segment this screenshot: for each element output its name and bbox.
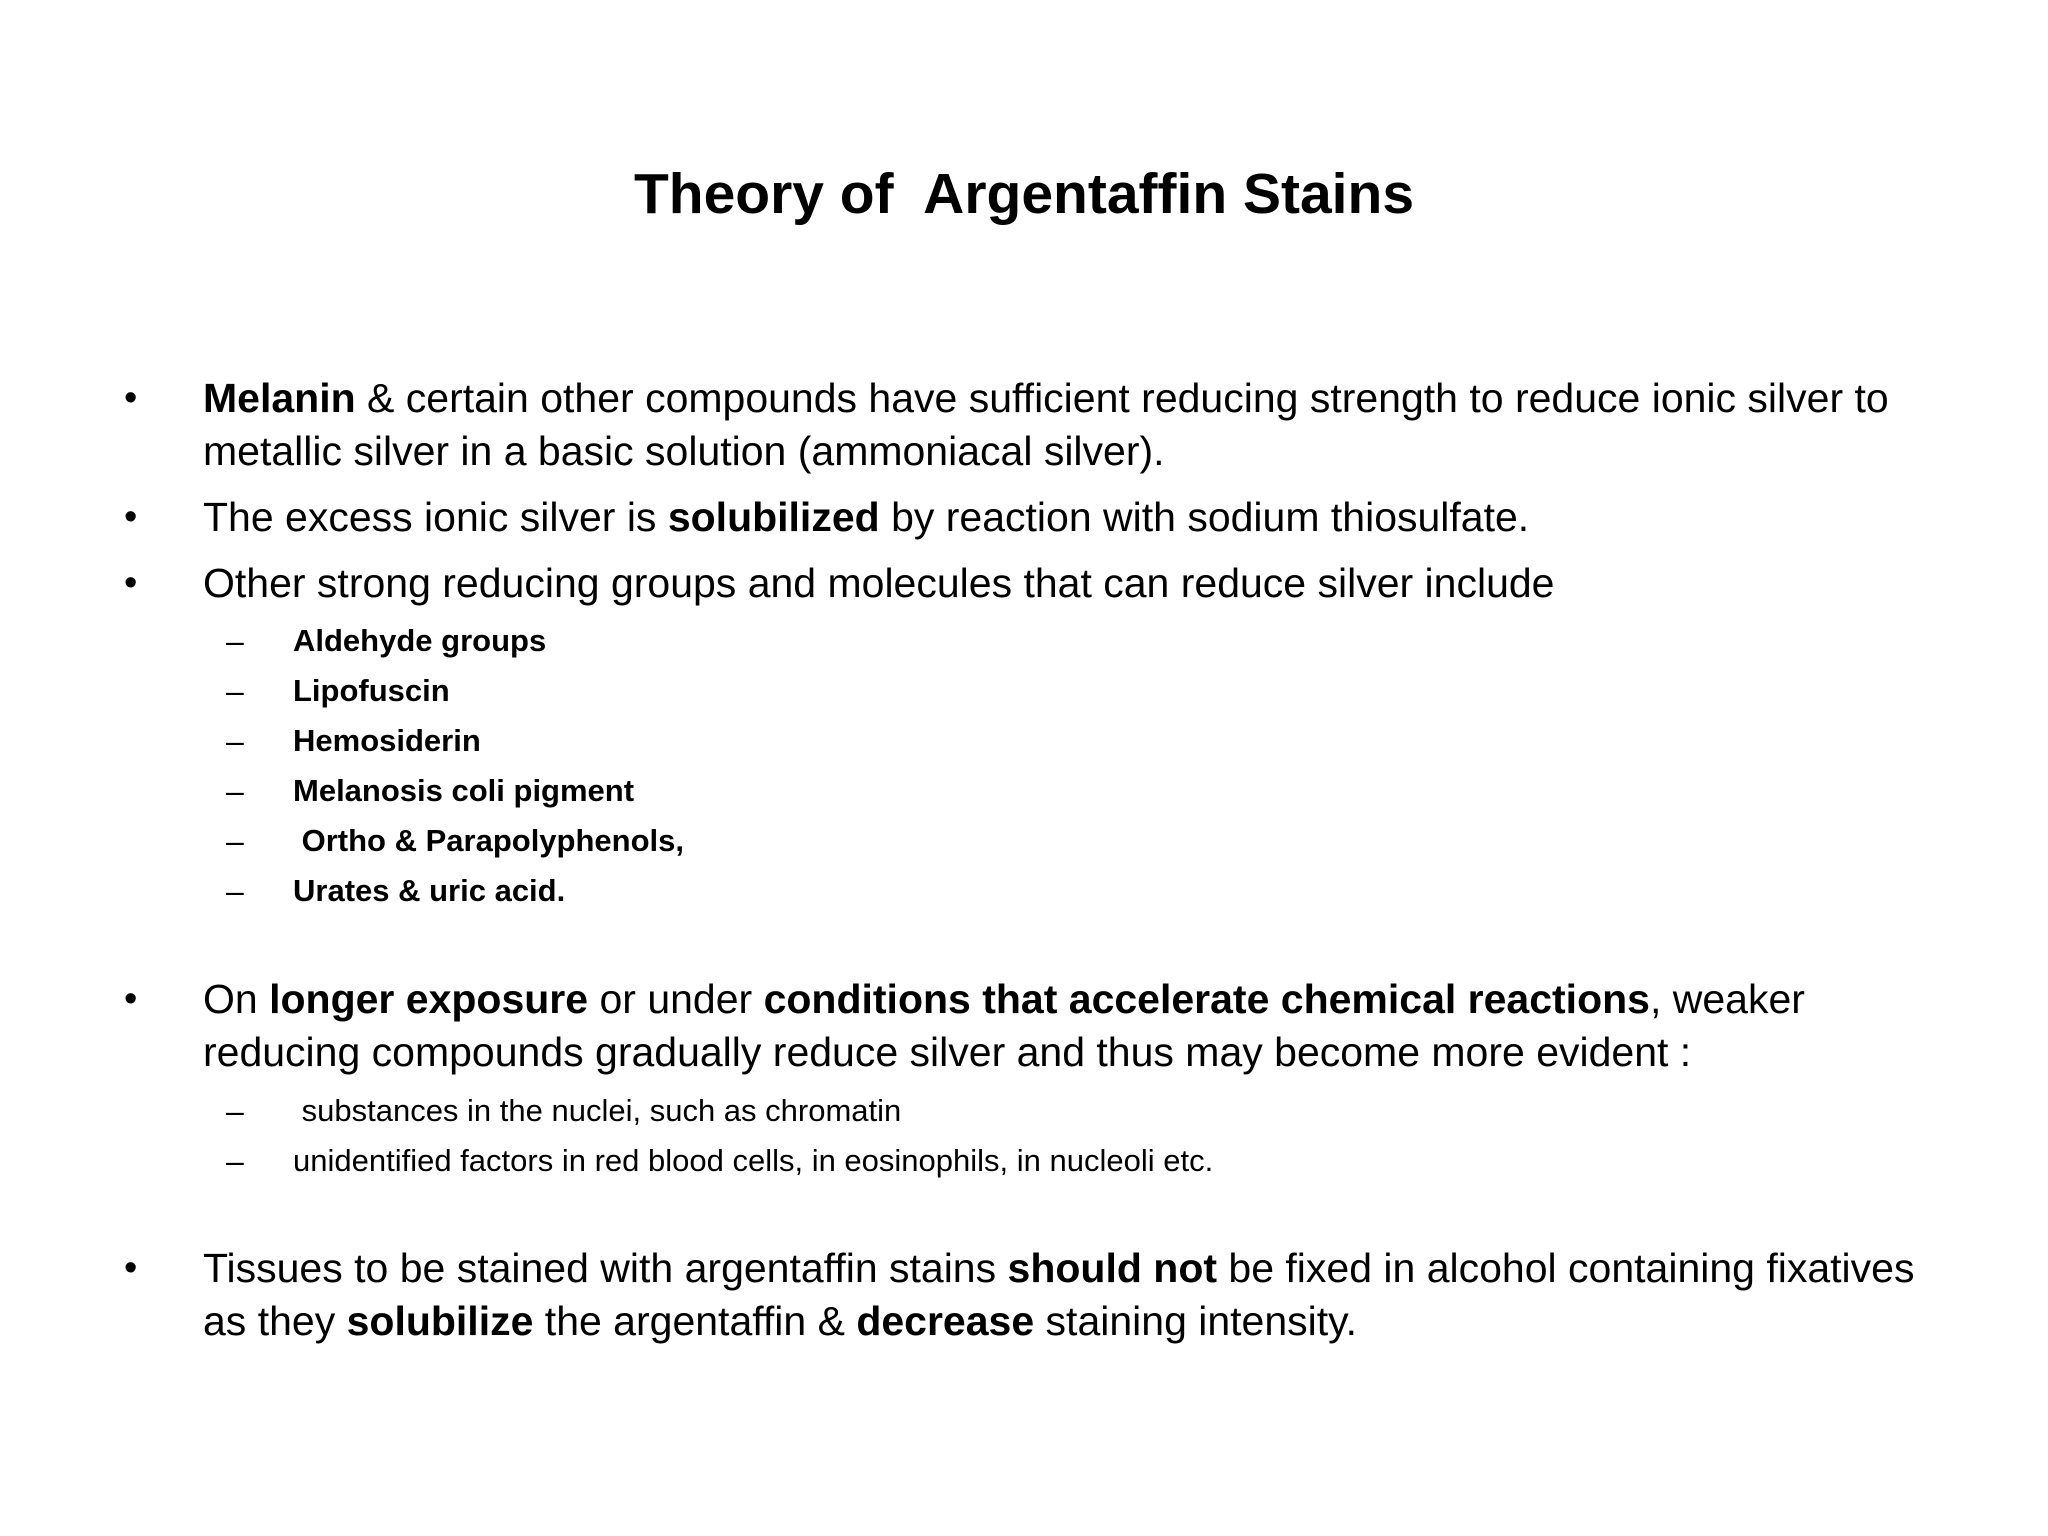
bullet-dot: • (124, 496, 138, 538)
sub-text: unidentified factors in red blood cells, in eosinophils, in nucleoli etc. (293, 1143, 1214, 1178)
sub-dash: – (226, 723, 244, 759)
bullet-text (203, 372, 1923, 478)
bullet-text-regular: On (203, 976, 270, 1022)
sub-dash: – (226, 873, 244, 909)
bullet-text-regular: & certain other compounds have sufficient reducing strength to reduce ionic silver to metallic silver in a basic solution (ammoniacal silver). (203, 375, 1889, 474)
sub-dash: – (226, 773, 244, 809)
bullet-text (203, 1242, 1923, 1348)
bullet-text (203, 491, 1923, 544)
sub-dash: – (226, 673, 244, 709)
bullet-text (203, 557, 1923, 610)
bullet-text-regular: Other strong reducing groups and molecules that can reduce silver include (203, 560, 1555, 606)
sub-dash: – (226, 623, 244, 659)
sub-dash: – (226, 1143, 244, 1179)
bullet-text-bold: decrease (856, 1298, 1035, 1344)
bullet-text-bold: solubilized (667, 494, 880, 540)
bullet-dot: • (124, 1247, 138, 1289)
slide-title: Theory of Argentaffin Stains (633, 162, 1415, 226)
bullet-text-regular: , weaker reducing compounds gradually reduce silver and thus may become more evident : (203, 976, 1805, 1075)
bullet-dot: • (124, 562, 138, 604)
bullet-dot: • (124, 978, 138, 1020)
sub-text: Ortho & Parapolyphenols, (293, 823, 684, 858)
bullet-text (203, 973, 1923, 1079)
sub-text: substances in the nuclei, such as chromatin (293, 1093, 902, 1128)
sub-dash: – (226, 823, 244, 859)
bullet-text-bold: Melanin (203, 375, 356, 421)
bullet-dot: • (124, 377, 138, 419)
bullet-text-regular: or under (588, 976, 764, 1022)
sub-text: Hemosiderin (293, 723, 481, 758)
bullet-text-regular: Tissues to be stained with argentaffin stains (203, 1245, 1008, 1291)
bullet-text-regular: be fixed in alcohol containing fixatives as they (203, 1245, 1915, 1344)
bullet-text-bold: solubilize (346, 1298, 534, 1344)
sub-text: Melanosis coli pigment (293, 773, 635, 808)
sub-dash: – (226, 1093, 244, 1129)
bullet-text-regular: staining intensity. (1034, 1298, 1358, 1344)
bullet-text-bold: conditions that accelerate chemical reactions (763, 976, 1650, 1022)
sub-text: Urates & uric acid. (293, 873, 566, 908)
sub-text: Aldehyde groups (293, 623, 547, 658)
bullet-text-bold: longer exposure (269, 976, 589, 1022)
bullet-text-regular: by reaction with sodium thiosulfate. (879, 494, 1530, 540)
sub-text: Lipofuscin (293, 673, 450, 708)
bullet-text-bold: should not (1007, 1245, 1218, 1291)
bullet-text-regular: The excess ionic silver is (203, 494, 668, 540)
bullet-text-regular: the argentaffin & (533, 1298, 857, 1344)
